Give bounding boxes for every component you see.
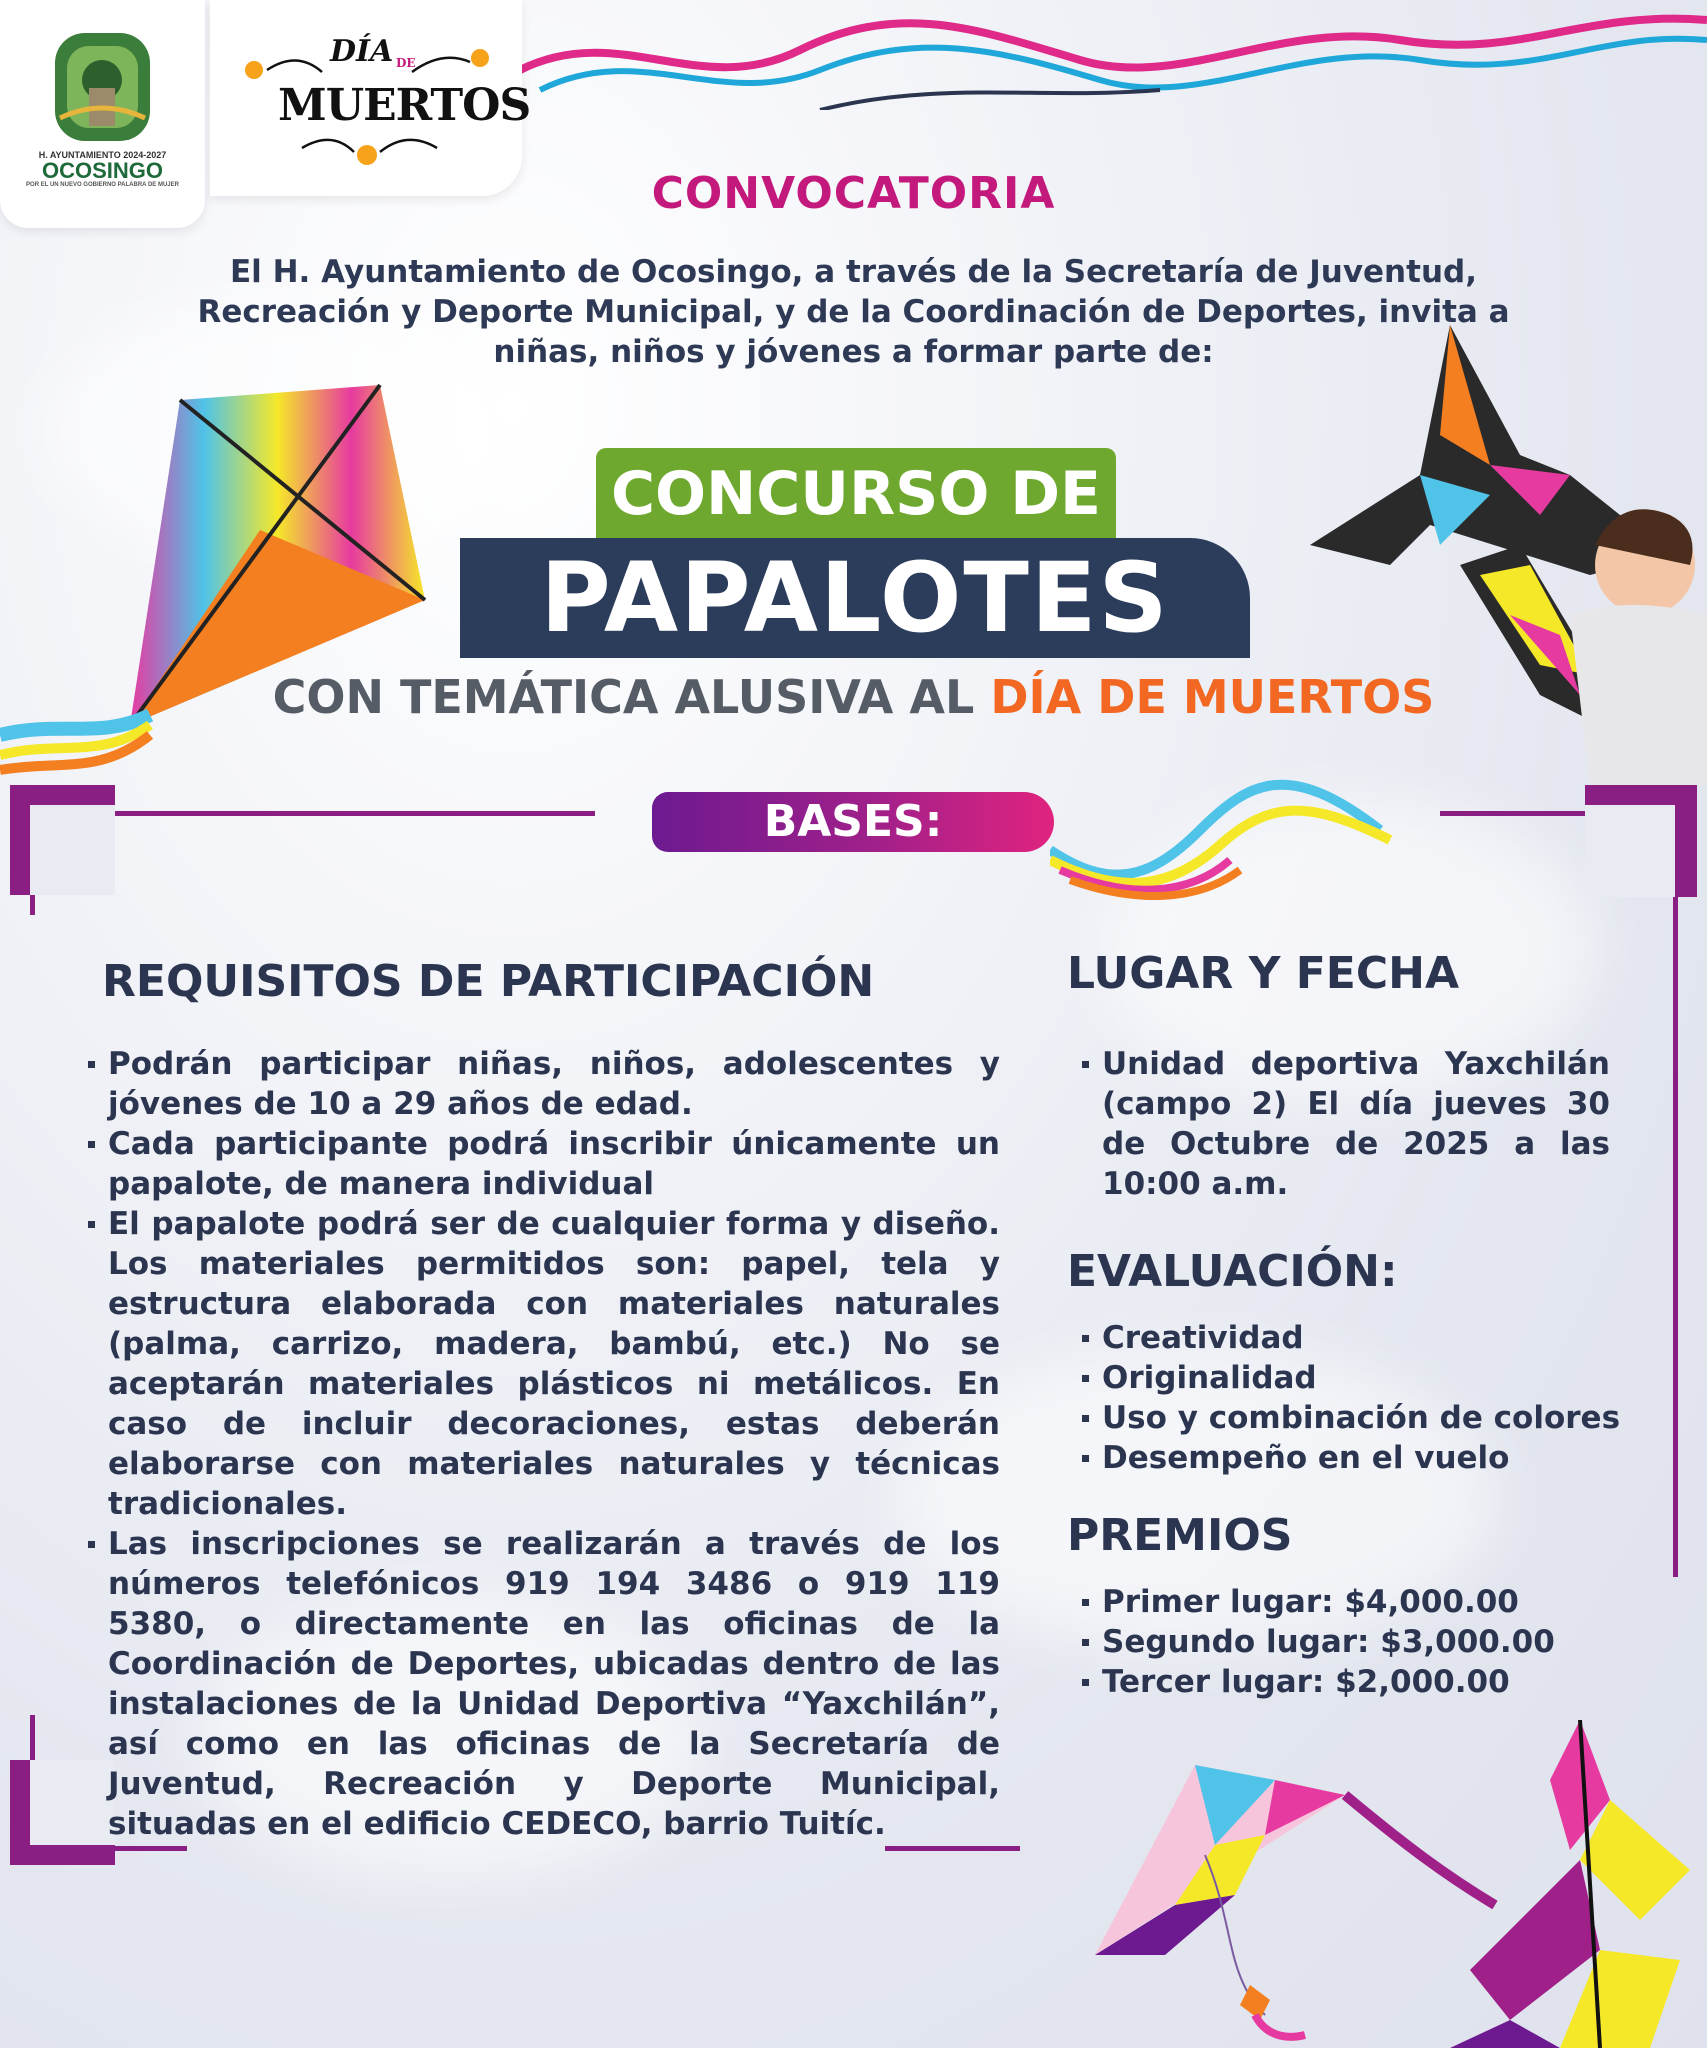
frame-line-right-vertical [1673,897,1678,1577]
lugar-list [1078,1044,1610,1204]
frame-line-top-left [115,811,595,816]
list-item [1078,1582,1638,1622]
prize-label: Segundo lugar: [1102,1624,1381,1660]
subtitle-prefix: CON TEMÁTICA ALUSIVA AL [272,670,991,724]
frame-line-top-right [1440,811,1585,816]
list-item: El papalote podrá ser de cualquier forma y diseño. Los materiales permitidos son: papel, tela y estructura elaborada con materiales naturales (palma, carrizo, madera, bambú, etc.) No se aceptarán materiales plásticos ni metálicos. En caso de incluir decoraciones, estas deberán elaborarse con materiales naturales y técnicas tradicionales. [84,1204,1000,1524]
phone-number-2: 919 119 5380 [108,1566,1001,1642]
frame-line-bottom-mid [885,1846,1020,1851]
list-item: Cada participante podrá inscribir únicamente un papalote, de manera individual [84,1124,1000,1204]
subtitle-tematica [0,670,1707,724]
delta-kite-illustration [1085,1755,1505,2048]
ocosingo-name: OCOSINGO [41,158,163,183]
item4-text-b: o [772,1566,845,1602]
list-item: Desempeño en el vuelo [1078,1438,1638,1478]
prize-label: Tercer lugar: [1102,1664,1336,1700]
list-item [1078,1044,1610,1204]
ocosingo-tagline: POR EL UN NUEVO GOBIERNO PALABRA DE MUJER [26,182,179,188]
evaluacion-heading: EVALUACIÓN: [1067,1246,1398,1297]
butterfly-kite-illustration [1450,1720,1707,2048]
list-item [1078,1662,1638,1702]
frame-line-left-vertical [30,895,35,915]
convocatoria-title: CONVOCATORIA [651,168,1056,219]
prize-label: Primer lugar: [1102,1584,1345,1620]
prize-amount: $2,000.00 [1335,1664,1510,1700]
event-date: 30 de Octubre de 2025 [1102,1086,1610,1162]
title-concurso-de: CONCURSO DE [596,448,1116,540]
frame-line-bottom-left-vertical [30,1715,35,1760]
subtitle-highlight: DÍA DE MUERTOS [990,670,1435,724]
event-time: 10:00 a.m. [1102,1166,1289,1202]
lugar-fecha-heading: LUGAR Y FECHA [1067,948,1460,999]
phone-number-1: 919 194 3486 [505,1566,773,1602]
lugar-text-a: Unidad deportiva Yaxchilán (campo 2) El día jueves [1102,1046,1610,1122]
ocosingo-emblem-icon [45,28,160,146]
frame-corner-inner [1585,805,1675,897]
bases-label: BASES: [652,792,1054,852]
list-item: Originalidad [1078,1358,1638,1398]
evaluacion-list [1078,1318,1638,1478]
dia-de-muertos-logo-card [210,0,531,196]
item4-text-a: Las inscripciones se realizarán a través de los números telefónicos [108,1526,1000,1602]
title-papalotes: PAPALOTES [460,538,1250,658]
premios-heading: PREMIOS [1067,1510,1293,1561]
ocosingo-ayuntamiento-line: H. AYUNTAMIENTO 2024-2027 [38,150,167,160]
premios-list [1078,1582,1638,1702]
list-item: Creatividad [1078,1318,1638,1358]
lugar-text-b: a las [1489,1126,1610,1162]
list-item: Podrán participar niñas, niños, adolescentes y jóvenes de 10 a 29 años de edad. [84,1044,1000,1124]
requisitos-list [84,1044,1000,1844]
prize-amount: $3,000.00 [1380,1624,1555,1660]
list-item: Uso y combinación de colores [1078,1398,1638,1438]
intro-paragraph: El H. Ayuntamiento de Ocosingo, a través de la Secretaría de Juventud, Recreación y Deporte Municipal, y de la Coordinación de Deportes, invita a niñas, niños y jóvenes a formar parte de: [197,254,1510,370]
list-item [84,1524,1000,1844]
prize-amount: $4,000.00 [1344,1584,1519,1620]
item4-text-c: , o directamente en las oficinas de la Coordinación de Deportes, ubicadas dentro de las instalaciones de la Unidad Deportiva “Yaxchilán”, así como en las oficinas de la Secretaría de Juventud, Recreación y Deporte Municipal, situadas en el edificio CEDECO, barrio Tuitíc. [108,1606,1000,1842]
de-word: DE [396,56,416,70]
muertos-word: MUERTOS [278,80,531,131]
requisitos-heading: REQUISITOS DE PARTICIPACIÓN [102,956,875,1007]
frame-line-bottom-left [115,1846,187,1851]
frame-corner-inner [30,805,115,895]
ribbon-decoration-top [520,0,1707,110]
list-item [1078,1622,1638,1662]
dia-word: DÍA [330,34,394,69]
bases-ribbon-decoration [1050,770,1400,900]
